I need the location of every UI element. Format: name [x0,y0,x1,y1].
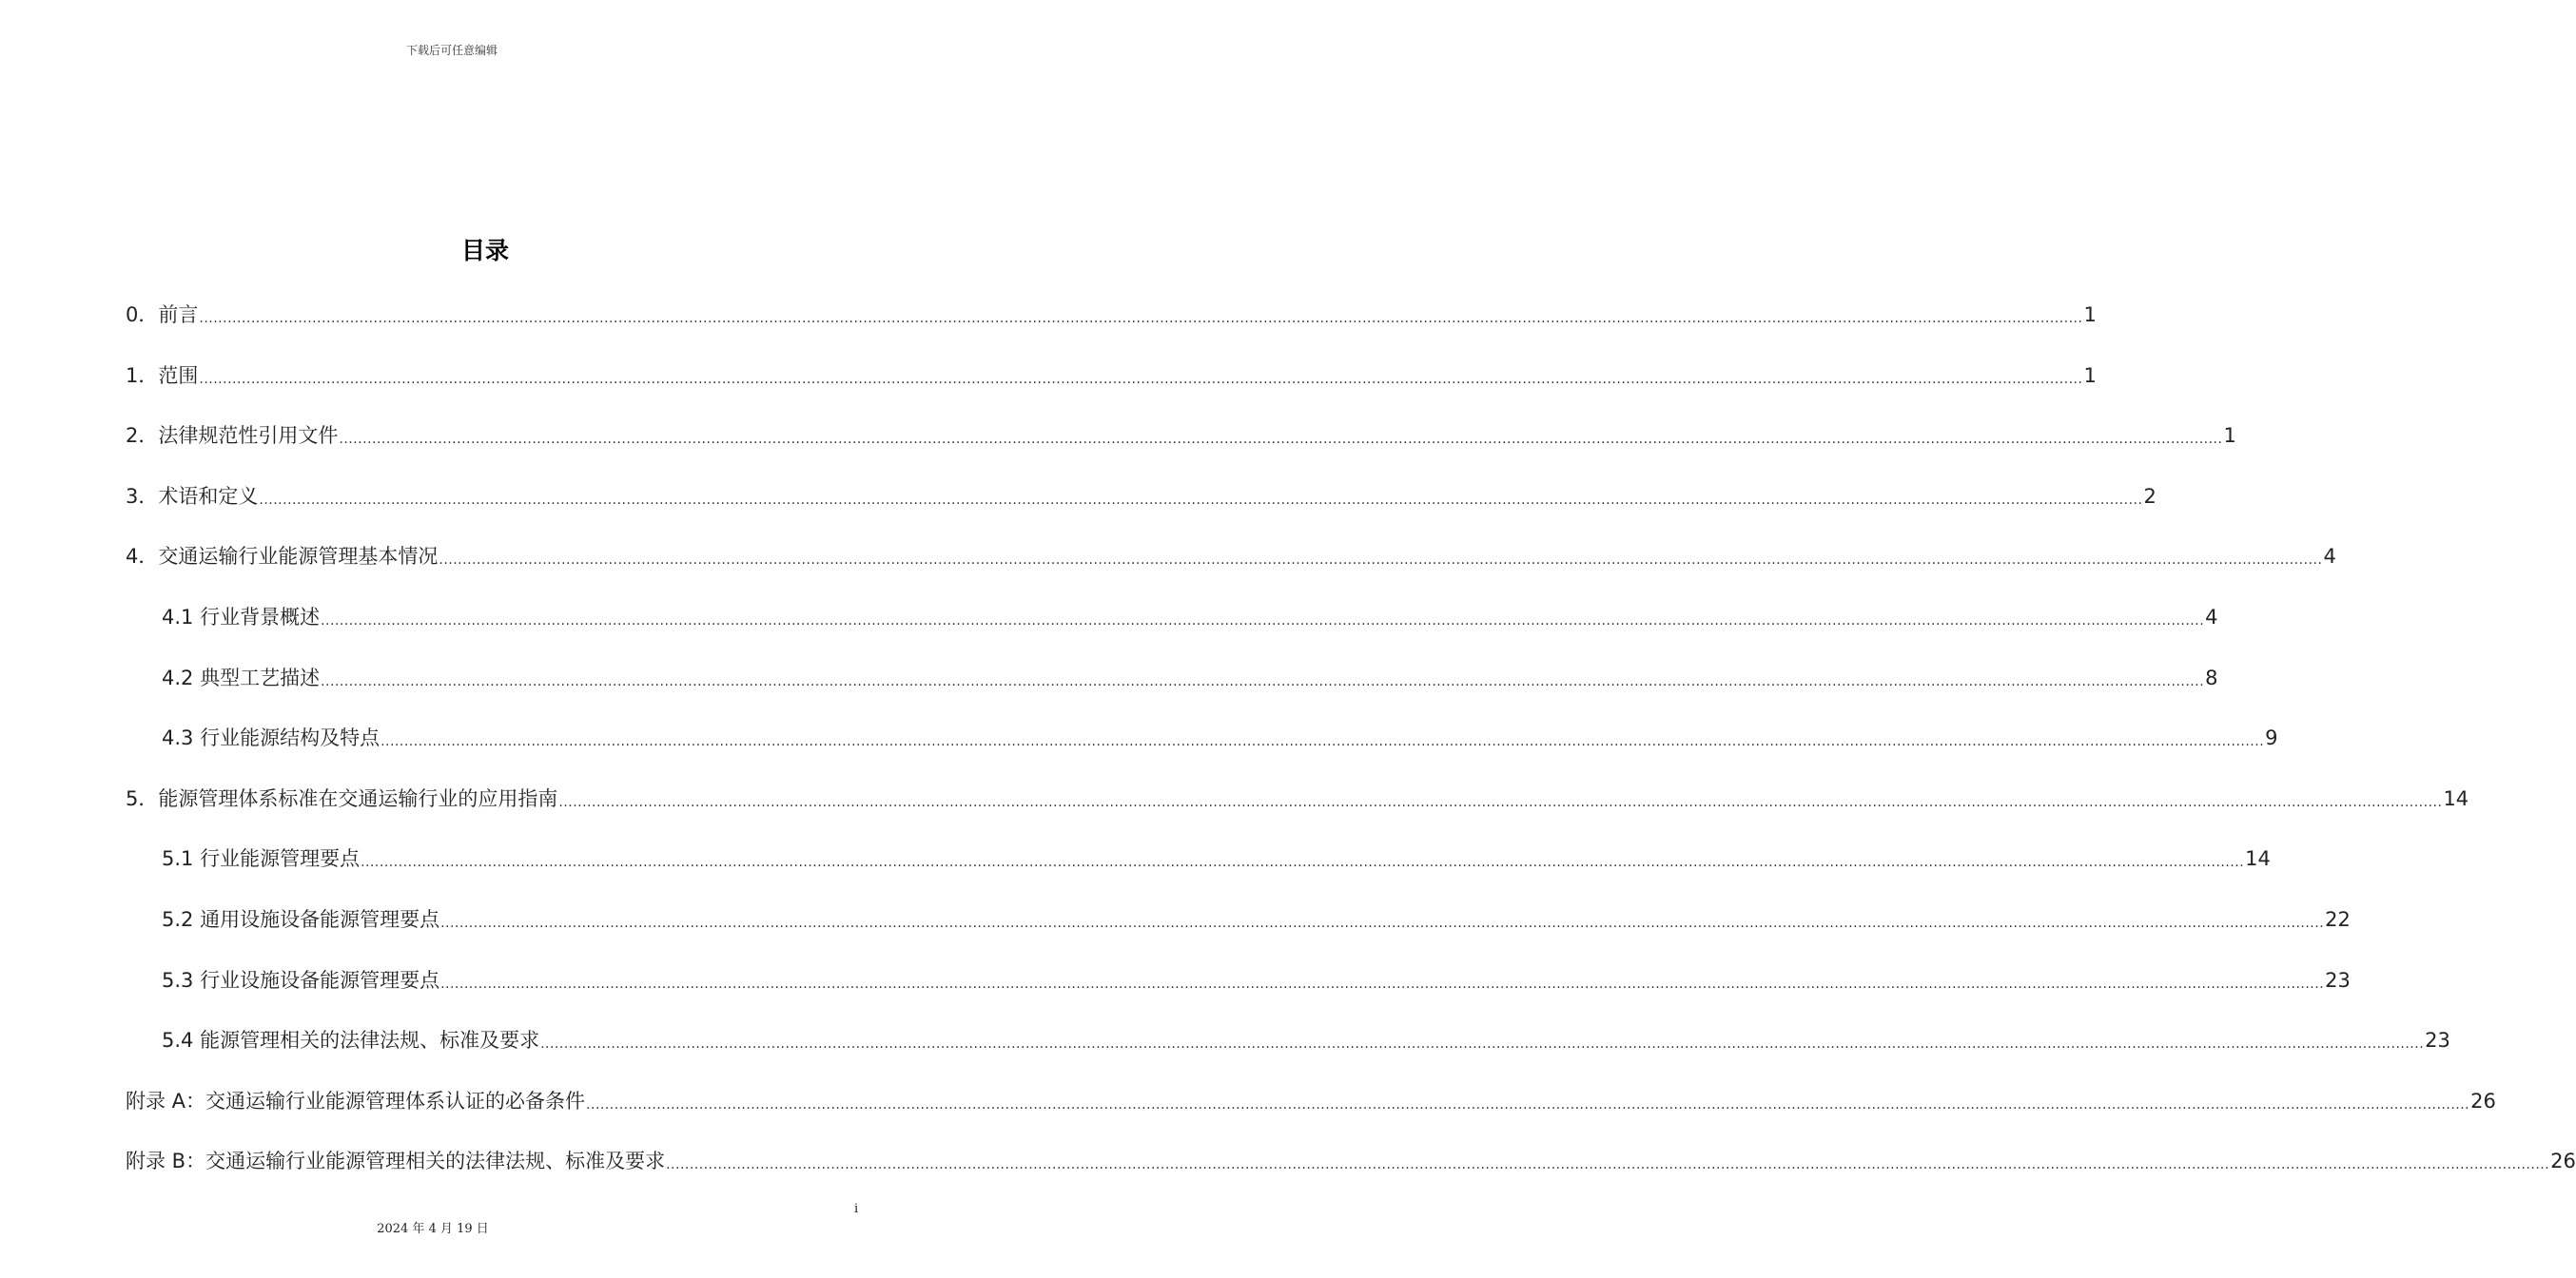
toc-entry[interactable] [126,361,2097,390]
toc-entry-page: 22 [2325,908,2351,931]
toc-entry[interactable] [126,542,2336,571]
toc-entry[interactable] [126,421,2236,450]
toc-entry-page: 26 [2470,1090,2496,1113]
toc-entry-page: 9 [2265,726,2278,749]
toc-entry[interactable] [162,664,2218,692]
toc-entry-page: 14 [2245,847,2271,870]
toc-entry-page: 14 [2443,787,2469,810]
toc-entry-page: 1 [2083,303,2097,326]
toc-entry-label: 5.3 行业设施设备能源管理要点 [162,969,440,992]
toc-dot-leader: ................................................................................................................................................................................................................................................................................................................................................................................................................ [666,1157,2550,1172]
toc-dot-leader: ................................................................................................................................................................................................................................................................................................................................................................................................................ [259,493,2143,508]
toc-entry-label: 2．法律规范性引用文件 [126,424,339,447]
toc-entry-page: 4 [2205,606,2218,629]
page-number: i [854,1202,859,1216]
toc-entry-page: 4 [2323,545,2336,568]
toc-entry[interactable] [162,603,2218,631]
toc-dot-leader: ................................................................................................................................................................................................................................................................................................................................................................................................................ [339,432,2223,447]
toc-entry[interactable] [126,300,2097,329]
toc-entry-label: 5.2 通用设施设备能源管理要点 [162,908,440,931]
toc-dot-leader: ................................................................................................................................................................................................................................................................................................................................................................................................................ [199,311,2083,326]
toc-entry[interactable] [162,724,2278,752]
toc-entry-label: 1．范围 [126,364,199,387]
toc-entry[interactable] [162,1026,2450,1055]
toc-entry-page: 26 [2550,1150,2576,1172]
toc-entry-label: 5.1 行业能源管理要点 [162,847,361,870]
toc-entry[interactable] [162,905,2351,934]
toc-entry[interactable] [162,966,2351,995]
toc-entry-page: 23 [2425,1029,2450,1052]
toc-dot-leader: ................................................................................................................................................................................................................................................................................................................................................................................................................ [321,613,2205,629]
toc-entry-label: 4.3 行业能源结构及特点 [162,726,381,749]
toc-entry[interactable] [126,1147,2576,1175]
toc-dot-leader: ................................................................................................................................................................................................................................................................................................................................................................................................................ [440,916,2325,931]
toc-entry[interactable] [162,844,2271,873]
toc-dot-leader: ................................................................................................................................................................................................................................................................................................................................................................................................................ [439,552,2323,568]
toc-dot-leader: ................................................................................................................................................................................................................................................................................................................................................................................................................ [381,734,2265,749]
toc-dot-leader: ................................................................................................................................................................................................................................................................................................................................................................................................................ [586,1097,2470,1113]
footer-date: 2024 年 4 月 19 日 [377,1222,489,1236]
toc-entry-label: 附录 B：交通运输行业能源管理相关的法律法规、标准及要求 [126,1150,666,1172]
toc-entry-page: 2 [2143,485,2156,508]
toc-entry-label: 4.1 行业背景概述 [162,606,321,629]
toc-dot-leader: ................................................................................................................................................................................................................................................................................................................................................................................................................ [321,674,2205,689]
toc-entry[interactable] [126,784,2469,813]
header-note: 下载后可任意编辑 [405,44,498,57]
toc-entry-page: 23 [2325,969,2351,992]
toc-entry-label: 附录 A：交通运输行业能源管理体系认证的必备条件 [126,1090,586,1113]
toc-entry-label: 4.2 典型工艺描述 [162,667,321,689]
toc-entry-page: 1 [2223,424,2236,447]
toc-dot-leader: ................................................................................................................................................................................................................................................................................................................................................................................................................ [361,855,2245,870]
toc-dot-leader: ................................................................................................................................................................................................................................................................................................................................................................................................................ [199,372,2083,387]
toc-entry-label: 5．能源管理体系标准在交通运输行业的应用指南 [126,787,558,810]
toc-entry[interactable] [126,1087,2496,1115]
toc-entry-label: 0．前言 [126,303,199,326]
toc-entry-page: 8 [2205,667,2218,689]
toc-title: 目录 [460,237,509,264]
toc-entry-label: 4．交通运输行业能源管理基本情况 [126,545,439,568]
toc-dot-leader: ................................................................................................................................................................................................................................................................................................................................................................................................................ [540,1036,2425,1052]
toc-entry-page: 1 [2083,364,2097,387]
toc-dot-leader: ................................................................................................................................................................................................................................................................................................................................................................................................................ [440,977,2325,992]
toc-entry-label: 5.4 能源管理相关的法律法规、标准及要求 [162,1029,540,1052]
toc-entry-label: 3．术语和定义 [126,485,259,508]
toc-dot-leader: ................................................................................................................................................................................................................................................................................................................................................................................................................ [558,795,2443,810]
toc-entry[interactable] [126,482,2156,511]
